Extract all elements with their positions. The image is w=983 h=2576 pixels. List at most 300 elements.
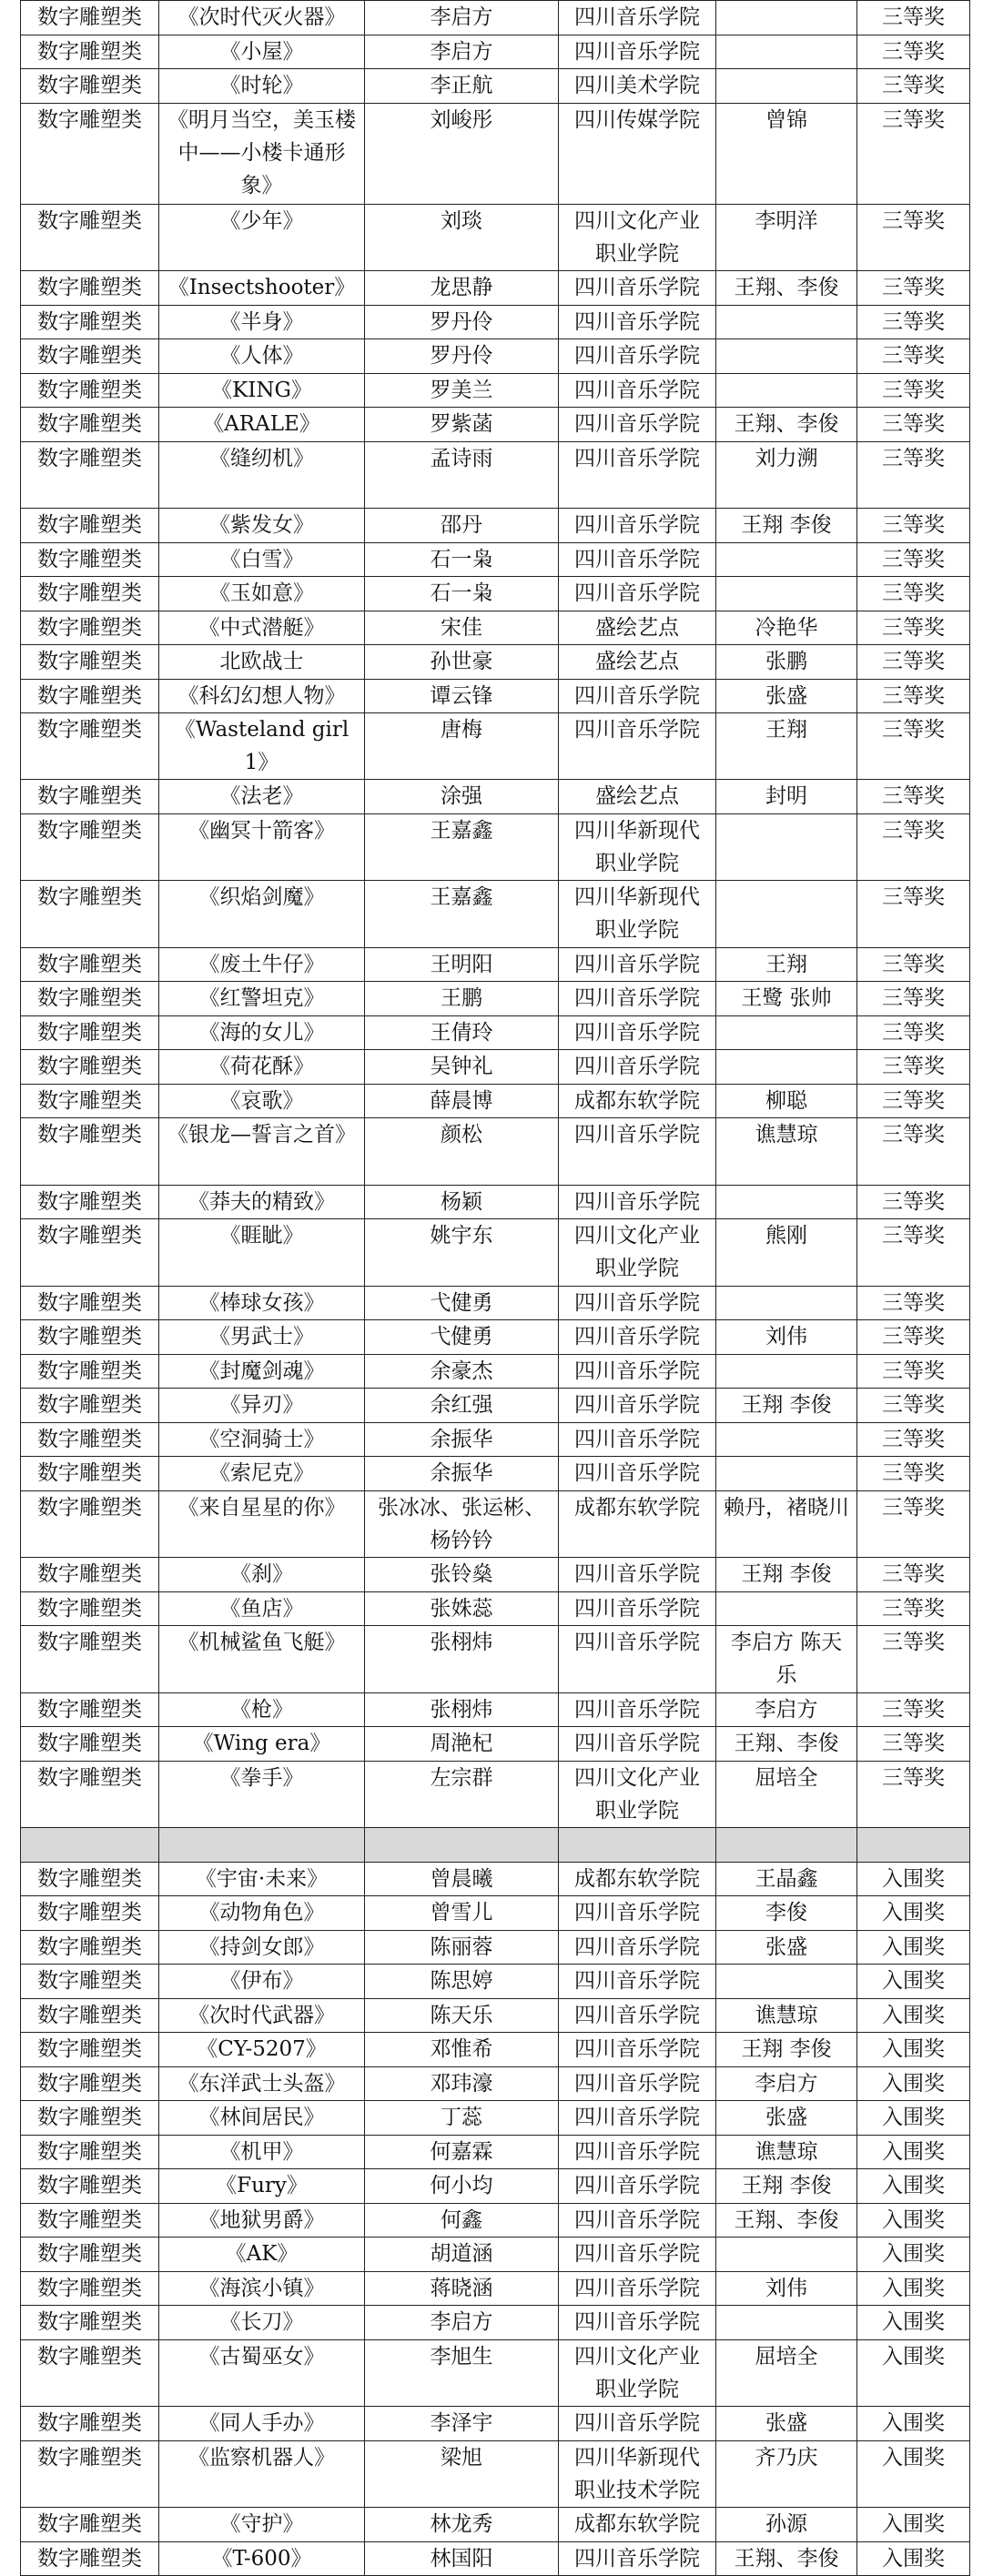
table-row [21, 2203, 970, 2238]
author-cell: 吴钟礼 [365, 1050, 559, 1085]
work-title-cell: 《荷花酥》 [159, 1050, 365, 1085]
awards-table [20, 0, 970, 2576]
award-cell: 三等奖 [857, 339, 970, 374]
advisor-cell: 柳聪 [716, 1084, 857, 1118]
table-row [21, 713, 970, 780]
category-cell: 数字雕塑类 [21, 2203, 159, 2238]
category-cell: 数字雕塑类 [21, 373, 159, 408]
table-row [21, 1896, 970, 1931]
category-cell: 数字雕塑类 [21, 1, 159, 35]
category-cell: 数字雕塑类 [21, 2033, 159, 2067]
work-title-cell: 《持剑女郎》 [159, 1930, 365, 1965]
school-cell: 四川音乐学院 [559, 1457, 716, 1491]
work-title-cell: 《Fury》 [159, 2169, 365, 2204]
table-row [21, 69, 970, 104]
table-row [21, 2135, 970, 2169]
table-row [21, 271, 970, 306]
work-title-cell: 《同人手办》 [159, 2407, 365, 2441]
author-cell: 石一枭 [365, 577, 559, 611]
award-cell: 入围奖 [857, 1965, 970, 1999]
advisor-cell: 王翔 李俊 [716, 2169, 857, 2204]
school-cell: 四川华新现代职业学院 [559, 881, 716, 948]
work-title-cell [159, 1828, 365, 1863]
advisor-cell [716, 1050, 857, 1085]
school-cell: 四川音乐学院 [559, 1286, 716, 1320]
table-row [21, 2169, 970, 2204]
award-cell: 三等奖 [857, 103, 970, 204]
table-row [21, 2066, 970, 2101]
work-title-cell: 《守护》 [159, 2508, 365, 2542]
work-title-cell: 《长刀》 [159, 2306, 365, 2340]
school-cell: 四川音乐学院 [559, 441, 716, 509]
advisor-cell: 王翔、李俊 [716, 2203, 857, 2238]
advisor-cell [716, 1354, 857, 1389]
advisor-cell: 张鹏 [716, 645, 857, 680]
category-cell: 数字雕塑类 [21, 1490, 159, 1558]
work-title-cell: 北欧战士 [159, 645, 365, 680]
category-cell: 数字雕塑类 [21, 271, 159, 306]
table-row [21, 1862, 970, 1896]
school-cell: 四川音乐学院 [559, 1965, 716, 1999]
table-row [21, 611, 970, 645]
author-cell: 罗紫菡 [365, 408, 559, 442]
school-cell: 四川文化产业职业学院 [559, 1761, 716, 1828]
award-cell: 三等奖 [857, 1320, 970, 1355]
work-title-cell: 《古蜀巫女》 [159, 2339, 365, 2407]
advisor-cell: 刘力溯 [716, 441, 857, 509]
table-row [21, 2306, 970, 2340]
advisor-cell: 刘伟 [716, 1320, 857, 1355]
author-cell: 王嘉鑫 [365, 881, 559, 948]
advisor-cell [716, 1591, 857, 1626]
advisor-cell: 王翔 [716, 713, 857, 780]
work-title-cell: 《少年》 [159, 204, 365, 271]
school-cell: 成都东软学院 [559, 1084, 716, 1118]
work-title-cell: 《空洞骑士》 [159, 1422, 365, 1457]
advisor-cell [716, 305, 857, 339]
award-cell: 三等奖 [857, 881, 970, 948]
work-title-cell: 《T-600》 [159, 2541, 365, 2576]
advisor-cell: 赖丹，褚晓川 [716, 1490, 857, 1558]
work-title-cell: 《幽冥十箭客》 [159, 813, 365, 881]
table-row [21, 103, 970, 204]
category-cell: 数字雕塑类 [21, 1862, 159, 1896]
advisor-cell: 曾锦 [716, 103, 857, 204]
table-row [21, 881, 970, 948]
school-cell: 四川音乐学院 [559, 1930, 716, 1965]
award-cell: 入围奖 [857, 2339, 970, 2407]
advisor-cell: 谯慧琼 [716, 2135, 857, 2169]
category-cell: 数字雕塑类 [21, 1558, 159, 1592]
school-cell: 四川音乐学院 [559, 542, 716, 577]
work-title-cell: 《监察机器人》 [159, 2440, 365, 2508]
advisor-cell: 谯慧琼 [716, 1118, 857, 1186]
author-cell: 李泽宇 [365, 2407, 559, 2441]
table-row [21, 813, 970, 881]
school-cell: 四川音乐学院 [559, 2033, 716, 2067]
category-cell: 数字雕塑类 [21, 2306, 159, 2340]
advisor-cell [716, 339, 857, 374]
category-cell: 数字雕塑类 [21, 611, 159, 645]
award-cell: 入围奖 [857, 2101, 970, 2136]
work-title-cell: 《红警坦克》 [159, 982, 365, 1016]
table-row [21, 35, 970, 69]
author-cell: 王倩玲 [365, 1015, 559, 1050]
school-cell: 四川音乐学院 [559, 271, 716, 306]
work-title-cell: 《宇宙·未来》 [159, 1862, 365, 1896]
author-cell [365, 1828, 559, 1863]
category-cell: 数字雕塑类 [21, 645, 159, 680]
author-cell: 王鹏 [365, 982, 559, 1016]
table-row [21, 1286, 970, 1320]
work-title-cell: 《科幻幻想人物》 [159, 679, 365, 713]
author-cell: 邓惟希 [365, 2033, 559, 2067]
category-cell: 数字雕塑类 [21, 947, 159, 982]
school-cell: 成都东软学院 [559, 2508, 716, 2542]
work-title-cell: 《地狱男爵》 [159, 2203, 365, 2238]
author-cell: 宋佳 [365, 611, 559, 645]
school-cell: 四川音乐学院 [559, 509, 716, 543]
school-cell: 四川文化产业职业学院 [559, 1219, 716, 1287]
advisor-cell: 王翔 李俊 [716, 509, 857, 543]
author-cell: 丁蕊 [365, 2101, 559, 2136]
school-cell [559, 1828, 716, 1863]
advisor-cell: 王晶鑫 [716, 1862, 857, 1896]
category-cell: 数字雕塑类 [21, 2135, 159, 2169]
table-row [21, 1930, 970, 1965]
advisor-cell: 孙源 [716, 2508, 857, 2542]
advisor-cell: 李明洋 [716, 204, 857, 271]
table-row [21, 2440, 970, 2508]
table-row [21, 1490, 970, 1558]
award-cell: 入围奖 [857, 2135, 970, 2169]
author-cell: 李正航 [365, 69, 559, 104]
award-cell: 三等奖 [857, 645, 970, 680]
advisor-cell: 王翔、李俊 [716, 271, 857, 306]
author-cell: 罗丹伶 [365, 305, 559, 339]
advisor-cell: 王翔、李俊 [716, 1727, 857, 1762]
school-cell: 四川音乐学院 [559, 2203, 716, 2238]
table-row [21, 1692, 970, 1727]
school-cell: 四川音乐学院 [559, 982, 716, 1016]
work-title-cell: 《封魔剑魂》 [159, 1354, 365, 1389]
author-cell: 余豪杰 [365, 1354, 559, 1389]
work-title-cell: 《动物角色》 [159, 1896, 365, 1931]
category-cell: 数字雕塑类 [21, 1422, 159, 1457]
award-cell: 三等奖 [857, 542, 970, 577]
work-title-cell: 《Wing era》 [159, 1727, 365, 1762]
school-cell: 四川音乐学院 [559, 577, 716, 611]
author-cell: 李旭生 [365, 2339, 559, 2407]
author-cell: 罗丹伶 [365, 339, 559, 374]
author-cell: 刘峻彤 [365, 103, 559, 204]
advisor-cell: 王翔、李俊 [716, 2541, 857, 2576]
advisor-cell [716, 813, 857, 881]
award-cell: 三等奖 [857, 373, 970, 408]
award-cell: 入围奖 [857, 2033, 970, 2067]
award-cell: 入围奖 [857, 2271, 970, 2306]
school-cell: 四川音乐学院 [559, 679, 716, 713]
advisor-cell: 齐乃庆 [716, 2440, 857, 2508]
author-cell: 龙思静 [365, 271, 559, 306]
category-cell: 数字雕塑类 [21, 1998, 159, 2033]
school-cell: 四川音乐学院 [559, 1896, 716, 1931]
author-cell: 王明阳 [365, 947, 559, 982]
advisor-cell: 刘伟 [716, 2271, 857, 2306]
table-row [21, 441, 970, 509]
category-cell: 数字雕塑类 [21, 2407, 159, 2441]
table-row [21, 2101, 970, 2136]
table-row [21, 947, 970, 982]
author-cell: 陈思婷 [365, 1965, 559, 1999]
table-row [21, 509, 970, 543]
work-title-cell: 《ARALE》 [159, 408, 365, 442]
author-cell: 余红强 [365, 1389, 559, 1423]
school-cell: 四川音乐学院 [559, 713, 716, 780]
school-cell: 四川音乐学院 [559, 1320, 716, 1355]
work-title-cell: 《缝纫机》 [159, 441, 365, 509]
award-cell: 三等奖 [857, 1490, 970, 1558]
award-cell: 三等奖 [857, 305, 970, 339]
work-title-cell: 《中式潜艇》 [159, 611, 365, 645]
award-cell: 三等奖 [857, 1727, 970, 1762]
work-title-cell: 《明月当空，美玉楼中——小楼卡通形象》 [159, 103, 365, 204]
school-cell: 成都东软学院 [559, 1862, 716, 1896]
award-cell: 三等奖 [857, 271, 970, 306]
section-separator-row [21, 1828, 970, 1863]
school-cell: 四川音乐学院 [559, 1118, 716, 1186]
author-cell: 唐梅 [365, 713, 559, 780]
award-cell: 入围奖 [857, 1862, 970, 1896]
table-row [21, 1354, 970, 1389]
advisor-cell: 张盛 [716, 679, 857, 713]
table-row [21, 1457, 970, 1491]
advisor-cell [716, 1015, 857, 1050]
work-title-cell: 《半身》 [159, 305, 365, 339]
work-title-cell: 《次时代灭火器》 [159, 1, 365, 35]
advisor-cell: 张盛 [716, 2101, 857, 2136]
work-title-cell: 《东洋武士头盔》 [159, 2066, 365, 2101]
table-row [21, 1422, 970, 1457]
award-cell: 三等奖 [857, 35, 970, 69]
author-cell: 何嘉霖 [365, 2135, 559, 2169]
advisor-cell: 王翔 李俊 [716, 2033, 857, 2067]
category-cell: 数字雕塑类 [21, 204, 159, 271]
award-cell: 三等奖 [857, 1118, 970, 1186]
advisor-cell [716, 1965, 857, 1999]
author-cell: 弋健勇 [365, 1286, 559, 1320]
work-title-cell: 《棒球女孩》 [159, 1286, 365, 1320]
table-row [21, 408, 970, 442]
school-cell: 盛绘艺点 [559, 780, 716, 814]
award-cell: 三等奖 [857, 1692, 970, 1727]
work-title-cell: 《时轮》 [159, 69, 365, 104]
table-row [21, 2238, 970, 2272]
work-title-cell: 《异刃》 [159, 1389, 365, 1423]
category-cell: 数字雕塑类 [21, 1626, 159, 1693]
author-cell: 胡道涵 [365, 2238, 559, 2272]
author-cell: 张姝蕊 [365, 1591, 559, 1626]
category-cell [21, 1828, 159, 1863]
category-cell: 数字雕塑类 [21, 1185, 159, 1219]
work-title-cell: 《机甲》 [159, 2135, 365, 2169]
award-cell: 三等奖 [857, 1084, 970, 1118]
school-cell: 四川美术学院 [559, 69, 716, 104]
award-cell: 入围奖 [857, 2238, 970, 2272]
author-cell: 王嘉鑫 [365, 813, 559, 881]
award-cell: 三等奖 [857, 679, 970, 713]
table-row [21, 982, 970, 1016]
work-title-cell: 《索尼克》 [159, 1457, 365, 1491]
author-cell: 薛晨博 [365, 1084, 559, 1118]
work-title-cell: 《AK》 [159, 2238, 365, 2272]
category-cell: 数字雕塑类 [21, 441, 159, 509]
award-cell: 三等奖 [857, 509, 970, 543]
table-row [21, 2033, 970, 2067]
school-cell: 四川音乐学院 [559, 373, 716, 408]
work-title-cell: 《法老》 [159, 780, 365, 814]
school-cell: 四川音乐学院 [559, 1558, 716, 1592]
category-cell: 数字雕塑类 [21, 1761, 159, 1828]
award-cell: 入围奖 [857, 2508, 970, 2542]
advisor-cell: 王翔 李俊 [716, 1389, 857, 1423]
category-cell: 数字雕塑类 [21, 2508, 159, 2542]
award-cell: 入围奖 [857, 1896, 970, 1931]
award-cell: 三等奖 [857, 611, 970, 645]
author-cell: 张栩炜 [365, 1692, 559, 1727]
award-cell: 入围奖 [857, 2407, 970, 2441]
author-cell: 孙世豪 [365, 645, 559, 680]
author-cell: 邓玮濠 [365, 2066, 559, 2101]
category-cell: 数字雕塑类 [21, 1320, 159, 1355]
advisor-cell: 熊刚 [716, 1219, 857, 1287]
advisor-cell: 谯慧琼 [716, 1998, 857, 2033]
school-cell: 四川音乐学院 [559, 408, 716, 442]
category-cell: 数字雕塑类 [21, 1965, 159, 1999]
award-cell: 三等奖 [857, 1354, 970, 1389]
author-cell: 张铃燊 [365, 1558, 559, 1592]
advisor-cell: 冷艳华 [716, 611, 857, 645]
work-title-cell: 《小屋》 [159, 35, 365, 69]
school-cell: 盛绘艺点 [559, 611, 716, 645]
advisor-cell [716, 1422, 857, 1457]
school-cell: 四川音乐学院 [559, 1998, 716, 2033]
school-cell: 四川音乐学院 [559, 2541, 716, 2576]
author-cell: 李启方 [365, 35, 559, 69]
category-cell: 数字雕塑类 [21, 2238, 159, 2272]
author-cell: 弋健勇 [365, 1320, 559, 1355]
school-cell: 四川音乐学院 [559, 2066, 716, 2101]
school-cell: 四川音乐学院 [559, 1626, 716, 1693]
author-cell: 梁旭 [365, 2440, 559, 2508]
award-cell: 三等奖 [857, 441, 970, 509]
school-cell: 四川音乐学院 [559, 1389, 716, 1423]
author-cell: 蒋晓涵 [365, 2271, 559, 2306]
table-row [21, 2541, 970, 2576]
school-cell: 四川音乐学院 [559, 1354, 716, 1389]
category-cell: 数字雕塑类 [21, 1219, 159, 1287]
category-cell: 数字雕塑类 [21, 679, 159, 713]
work-title-cell: 《机械鲨鱼飞艇》 [159, 1626, 365, 1693]
table-row [21, 645, 970, 680]
award-cell: 三等奖 [857, 713, 970, 780]
category-cell: 数字雕塑类 [21, 2271, 159, 2306]
category-cell: 数字雕塑类 [21, 305, 159, 339]
table-row [21, 577, 970, 611]
work-title-cell: 《哀歌》 [159, 1084, 365, 1118]
table-row [21, 1084, 970, 1118]
author-cell: 周滟杞 [365, 1727, 559, 1762]
work-title-cell: 《海的女儿》 [159, 1015, 365, 1050]
award-cell: 三等奖 [857, 1, 970, 35]
work-title-cell: 《莽夫的精致》 [159, 1185, 365, 1219]
category-cell: 数字雕塑类 [21, 103, 159, 204]
table-row [21, 339, 970, 374]
school-cell: 四川音乐学院 [559, 1015, 716, 1050]
table-row [21, 1727, 970, 1762]
category-cell: 数字雕塑类 [21, 35, 159, 69]
category-cell: 数字雕塑类 [21, 1389, 159, 1423]
category-cell: 数字雕塑类 [21, 713, 159, 780]
school-cell: 四川华新现代职业学院 [559, 813, 716, 881]
award-cell: 三等奖 [857, 204, 970, 271]
table-row [21, 1185, 970, 1219]
school-cell: 四川华新现代职业技术学院 [559, 2440, 716, 2508]
category-cell: 数字雕塑类 [21, 542, 159, 577]
work-title-cell: 《白雪》 [159, 542, 365, 577]
category-cell: 数字雕塑类 [21, 1896, 159, 1931]
table-row [21, 1558, 970, 1592]
advisor-cell [716, 577, 857, 611]
school-cell: 盛绘艺点 [559, 645, 716, 680]
award-cell: 三等奖 [857, 1219, 970, 1287]
table-row [21, 1591, 970, 1626]
category-cell: 数字雕塑类 [21, 982, 159, 1016]
author-cell: 姚宇东 [365, 1219, 559, 1287]
table-row [21, 1118, 970, 1186]
category-cell: 数字雕塑类 [21, 2101, 159, 2136]
category-cell: 数字雕塑类 [21, 1930, 159, 1965]
school-cell: 四川传媒学院 [559, 103, 716, 204]
award-cell: 入围奖 [857, 2306, 970, 2340]
table-row [21, 1, 970, 35]
advisor-cell [716, 2238, 857, 2272]
school-cell: 四川音乐学院 [559, 2135, 716, 2169]
category-cell: 数字雕塑类 [21, 1457, 159, 1491]
table-row [21, 1998, 970, 2033]
advisor-cell: 张盛 [716, 2407, 857, 2441]
work-title-cell: 《刹》 [159, 1558, 365, 1592]
category-cell: 数字雕塑类 [21, 339, 159, 374]
category-cell: 数字雕塑类 [21, 1727, 159, 1762]
category-cell: 数字雕塑类 [21, 2066, 159, 2101]
author-cell: 石一枭 [365, 542, 559, 577]
table-row [21, 2508, 970, 2542]
category-cell: 数字雕塑类 [21, 1015, 159, 1050]
category-cell: 数字雕塑类 [21, 813, 159, 881]
school-cell: 四川音乐学院 [559, 305, 716, 339]
author-cell: 陈丽蓉 [365, 1930, 559, 1965]
school-cell: 四川音乐学院 [559, 2238, 716, 2272]
work-title-cell: 《玉如意》 [159, 577, 365, 611]
award-cell: 入围奖 [857, 2066, 970, 2101]
author-cell: 邵丹 [365, 509, 559, 543]
school-cell: 四川音乐学院 [559, 1727, 716, 1762]
school-cell: 四川音乐学院 [559, 2407, 716, 2441]
award-cell: 三等奖 [857, 1626, 970, 1693]
author-cell: 张冰冰、张运彬、杨钤钤 [365, 1490, 559, 1558]
work-title-cell: 《紫发女》 [159, 509, 365, 543]
